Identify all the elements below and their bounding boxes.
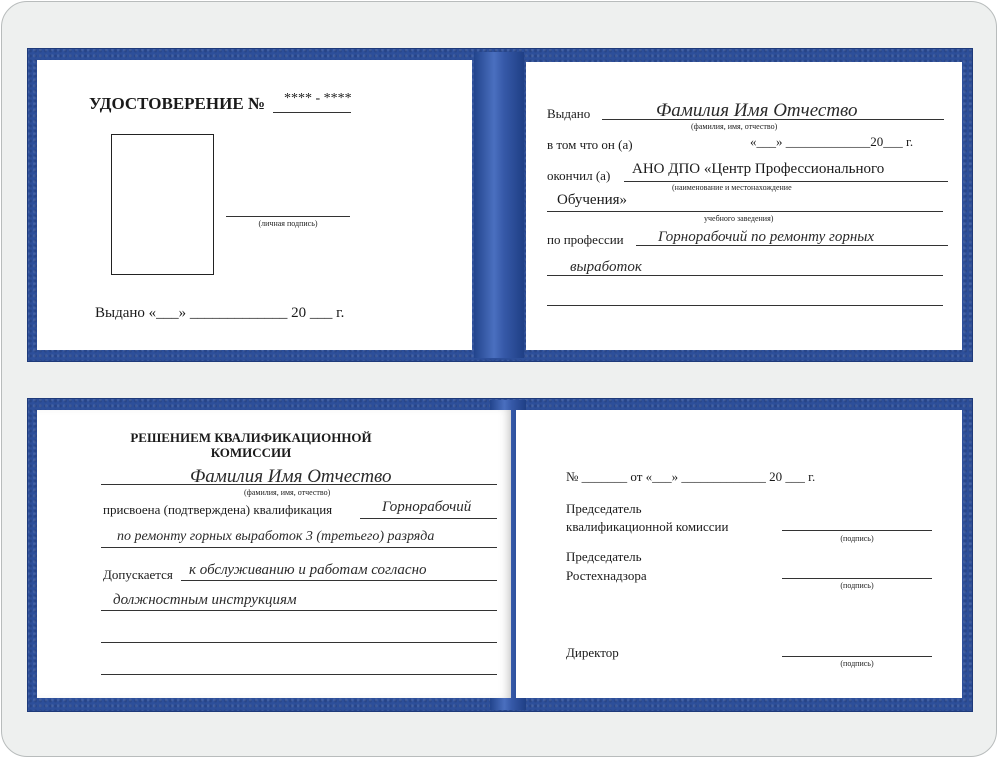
qualification-line-1: Горнорабочий [382, 499, 472, 515]
graduated-label: окончил (а) [547, 168, 611, 183]
institution-line-2: Обучения» [557, 192, 628, 208]
allowed-label: Допускается [103, 567, 173, 582]
signature-caption: (личная подпись) [258, 219, 318, 228]
commission-chair-label-2: квалификационной комиссии [566, 519, 729, 534]
protocol-number-line: № _______ от «___» _____________ 20 ___ г. [566, 469, 816, 484]
qualification-underline-1 [360, 518, 497, 519]
top-left-page [37, 60, 472, 350]
qualification-label: присвоена (подтверждена) квалификация [103, 502, 333, 517]
allowed-underline-1 [181, 580, 497, 581]
profession-line-2: выработок [570, 259, 642, 275]
institution-line-1: АНО ДПО «Центр Профессионального [632, 161, 885, 177]
rostekhnadzor-chair-label-2: Ростехнадзора [566, 568, 647, 583]
certificate-number: **** - **** [284, 91, 352, 106]
profession-label: по профессии [547, 232, 624, 247]
holder-name-caption: (фамилия, имя, отчество) [244, 488, 331, 497]
top-right-page [526, 62, 962, 350]
commission-chair-signature-line [782, 530, 932, 531]
bottom-right-page [516, 410, 962, 698]
certificate-number-underline [273, 112, 351, 113]
institution-underline-2 [547, 211, 943, 212]
rostekhnadzor-caption: (подпись) [840, 581, 874, 590]
recipient-name: Фамилия Имя Отчество [656, 100, 858, 121]
issued-date-line: Выдано «___» _____________ 20 ___ г. [95, 305, 345, 321]
commission-chair-label-1: Председатель [566, 501, 642, 516]
certificate-title: УДОСТОВЕРЕНИЕ № [89, 94, 266, 113]
completion-date-line: «___» _____________20___ г. [750, 134, 914, 149]
commission-chair-caption: (подпись) [840, 534, 874, 543]
institution-underline-1 [624, 181, 948, 182]
rostekhnadzor-signature-line [782, 578, 932, 579]
recipient-name-caption: (фамилия, имя, отчество) [691, 122, 778, 131]
profession-underline-2 [547, 275, 943, 276]
institution-caption-1: (наименование и местонахождение [672, 183, 792, 192]
director-signature-line [782, 656, 932, 657]
bottom-left-page [37, 410, 511, 698]
director-label: Директор [566, 645, 619, 660]
issued-label: Выдано [547, 106, 591, 121]
blank-underline-1 [101, 642, 497, 643]
institution-caption-2: учебного заведения) [704, 214, 774, 223]
blank-underline-2 [101, 674, 497, 675]
rostekhnadzor-chair-label-1: Председатель [566, 549, 642, 564]
profession-underline-3 [547, 305, 943, 306]
director-caption: (подпись) [840, 659, 874, 668]
commission-heading-1: РЕШЕНИЕМ КВАЛИФИКАЦИОННОЙ [130, 430, 372, 445]
holder-name: Фамилия Имя Отчество [190, 466, 392, 487]
profession-underline-1 [636, 245, 948, 246]
signature-line [226, 216, 350, 217]
qualification-underline-2 [101, 547, 497, 548]
allowed-line-1: к обслуживанию и работам согласно [189, 562, 427, 578]
photo-placeholder [111, 134, 214, 275]
commission-heading-2: КОМИССИИ [210, 445, 292, 460]
top-booklet-spine [474, 52, 524, 358]
qualification-line-2: по ремонту горных выработок 3 (третьего) разряда [117, 529, 435, 544]
profession-line-1: Горнорабочий по ремонту горных [658, 229, 875, 245]
in-that-label: в том что он (а) [547, 137, 633, 152]
allowed-underline-2 [101, 610, 497, 611]
allowed-line-2: должностным инструкциям [113, 592, 297, 608]
